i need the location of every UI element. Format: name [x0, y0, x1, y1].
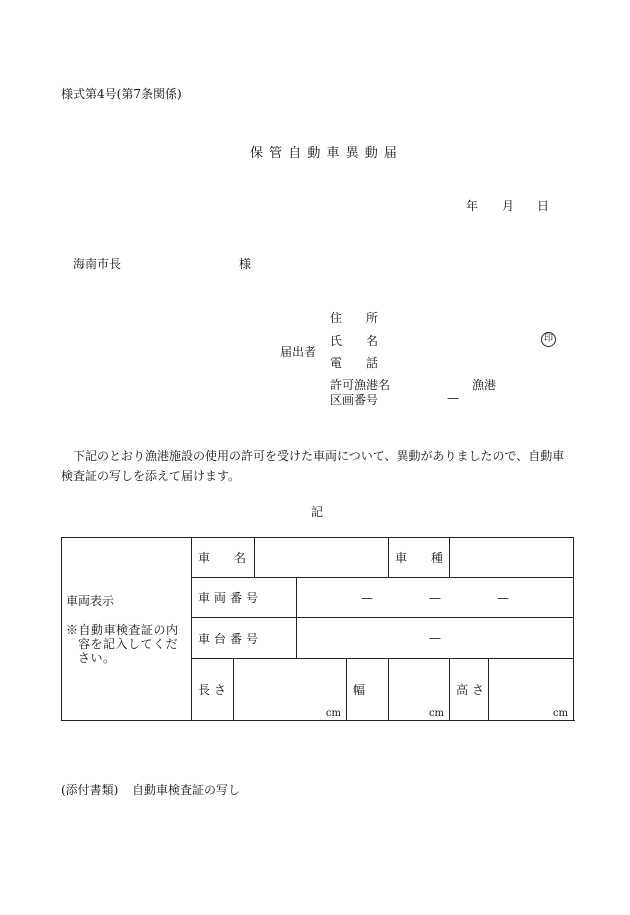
length-value[interactable] [234, 658, 347, 720]
length-unit: cm [325, 708, 342, 719]
section-label: 区画番号 [330, 393, 379, 407]
seal-mark: 印 [541, 332, 556, 347]
port-label: 許可漁港名 [330, 378, 391, 392]
date-day: 日 [537, 199, 550, 213]
phone-label: 電 話 [330, 356, 379, 370]
plate-dash: — [361, 590, 374, 605]
plate-dashes [297, 591, 573, 605]
addressee-name: 海南市長 [73, 257, 122, 271]
vehicle-section-label: 車両表示 [66, 594, 115, 608]
applicant-group-label: 届出者 [280, 345, 317, 359]
name-label: 氏 名 [330, 334, 379, 348]
attachment-label: (添付書類) [61, 783, 119, 797]
document-title: 保 管 自 動 車 異 動 届 [250, 146, 398, 161]
chassis-label: 車台番号 [192, 618, 297, 658]
section-dash: — [447, 391, 459, 405]
form-number: 様式第4号(第7条関係) [61, 87, 182, 101]
car-name-label: 車 名 [192, 538, 255, 578]
vehicle-table [61, 537, 574, 721]
chassis-value[interactable] [297, 618, 574, 658]
width-value[interactable] [389, 658, 450, 720]
addressee-honorific: 様 [239, 257, 252, 271]
length-label: 長さ [192, 658, 234, 720]
address-label: 住 所 [330, 311, 379, 325]
plate-label: 車両番号 [192, 578, 297, 618]
plate-dash: — [429, 590, 442, 605]
date-month: 月 [502, 199, 515, 213]
chassis-dash: — [429, 631, 442, 646]
record-mark: 記 [311, 505, 324, 519]
width-unit: cm [428, 708, 445, 719]
attachment-text: 自動車検査証の写し [132, 783, 241, 797]
body-paragraph: 下記のとおり漁港施設の使用の許可を受けた車両について、異動がありましたので、自動車検査証の写しを添えて届けます。 [61, 449, 565, 483]
port-suffix: 漁港 [472, 378, 497, 392]
car-type-label: 車 種 [389, 538, 450, 578]
plate-dash: — [497, 590, 510, 605]
height-unit: cm [552, 708, 569, 719]
width-label: 幅 [347, 658, 389, 720]
vehicle-table-note: ※自動車検査証の内容を記入してください。 [66, 623, 179, 665]
height-label: 高さ [450, 658, 489, 720]
vehicle-section-cell [62, 538, 192, 721]
plate-value[interactable] [297, 578, 574, 618]
date-year: 年 [466, 199, 479, 213]
height-value[interactable] [489, 658, 574, 720]
car-name-value[interactable] [255, 538, 389, 578]
car-type-value[interactable] [450, 538, 574, 578]
